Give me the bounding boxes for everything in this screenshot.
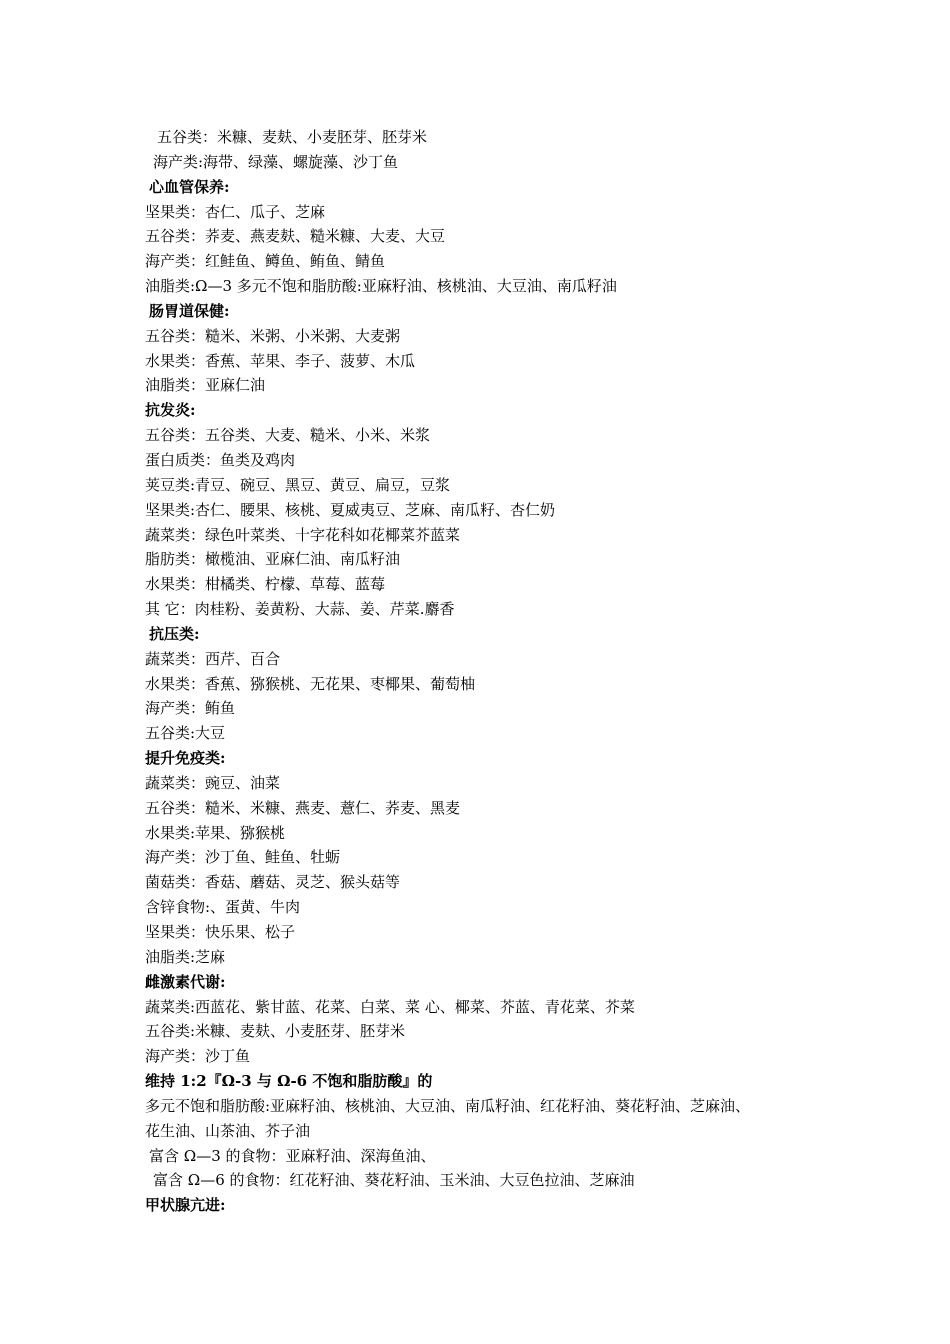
text-line: 其 它：肉桂粉、姜黄粉、大蒜、姜、芹菜.麝香 [145,600,455,619]
text-line: 海产类：沙丁鱼 [145,1047,251,1066]
section-heading: 维持 1:2『Ω-3 与 Ω-6 不饱和脂肪酸』的 [145,1072,433,1091]
text-line: 水果类：柑橘类、柠檬、草莓、蓝莓 [145,575,386,594]
text-line: 海产类：红鲑鱼、鳟鱼、鲔鱼、鲭鱼 [145,252,386,271]
text-line: 蔬菜类:西蓝花、紫甘蓝、花菜、白菜、菜 心、椰菜、芥蓝、青花菜、芥菜 [145,997,635,1016]
text-line: 五谷类：米糠、麦麸、小麦胚芽、胚芽米 [157,128,428,146]
text-line: 海产类:海带、绿藻、螺旋藻、沙丁鱼 [153,152,399,171]
text-line: 多元不饱和脂肪酸:亚麻籽油、核桃油、大豆油、南瓜籽油、红花籽油、葵花籽油、芝麻油、 [145,1096,751,1115]
text-line: 蔬菜类：西芹、百合 [145,649,281,668]
text-line: 油脂类:Ω—3 多元不饱和脂肪酸:亚麻籽油、核桃油、大豆油、南瓜籽油 [145,277,617,296]
text-line: 油脂类:芝麻 [145,947,226,966]
text-line: 五谷类：荞麦、燕麦麸、糙米糠、大麦、大豆 [145,227,446,246]
text-line: 富含 Ω—6 的食物：红花籽油、葵花籽油、玉米油、大豆色拉油、芝麻油 [153,1171,635,1190]
text-line: 水果类：香蕉、猕猴桃、无花果、枣椰果、葡萄柚 [145,674,476,693]
text-line: 坚果类:杏仁、腰果、核桃、夏威夷豆、芝麻、南瓜籽、杏仁奶 [145,500,556,519]
text-line: 蛋白质类：鱼类及鸡肉 [145,450,296,469]
text-line: 蔬菜类：豌豆、油菜 [145,773,281,792]
section-heading: 心血管保养: [149,177,230,196]
text-line: 坚果类：快乐果、松子 [145,923,296,941]
section-heading: 雌激素代谢: [145,972,226,991]
text-line: 富含 Ω—3 的食物：亚麻籽油、深海鱼油、 [149,1146,436,1165]
text-line: 五谷类:大豆 [145,724,226,743]
document-body [145,125,835,1218]
text-line: 海产类：鲔鱼 [145,699,236,718]
section-heading: 抗压类: [149,624,200,643]
section-heading: 肠胃道保健: [149,301,230,320]
text-line: 五谷类：糙米、米糠、燕麦、薏仁、荞麦、黑麦 [145,798,461,817]
text-line: 水果类：香蕉、苹果、李子、菠萝、木瓜 [145,351,416,370]
text-line: 海产类：沙丁鱼、鲑鱼、牡蛎 [145,848,341,867]
text-line: 水果类:苹果、猕猴桃 [145,823,286,842]
text-line: 五谷类：糙米、米粥、小米粥、大麦粥 [145,326,401,345]
text-line: 油脂类：亚麻仁油 [145,376,266,395]
text-line: 脂肪类：橄榄油、亚麻仁油、南瓜籽油 [145,550,401,569]
text-line: 含锌食物:、蛋黄、牛肉 [145,898,301,917]
text-line: 五谷类：五谷类、大麦、糙米、小米、米浆 [145,426,431,445]
text-line: 五谷类:米糠、麦麸、小麦胚芽、胚芽米 [145,1022,406,1041]
text-line: 菌菇类：香菇、蘑菇、灵芝、猴头菇等 [145,873,401,892]
section-heading: 提升免疫类: [145,749,226,768]
text-line: 花生油、山茶油、芥子油 [145,1121,311,1140]
text-line: 荚豆类:青豆、碗豆、黑豆、黄豆、扁豆，豆浆 [145,475,451,494]
section-heading: 甲状腺亢进: [145,1196,226,1215]
text-line: 坚果类：杏仁、瓜子、芝麻 [145,202,326,221]
section-heading: 抗发炎: [145,401,196,420]
text-line: 蔬菜类：绿色叶菜类、十字花科如花椰菜芥蓝菜 [145,525,461,544]
